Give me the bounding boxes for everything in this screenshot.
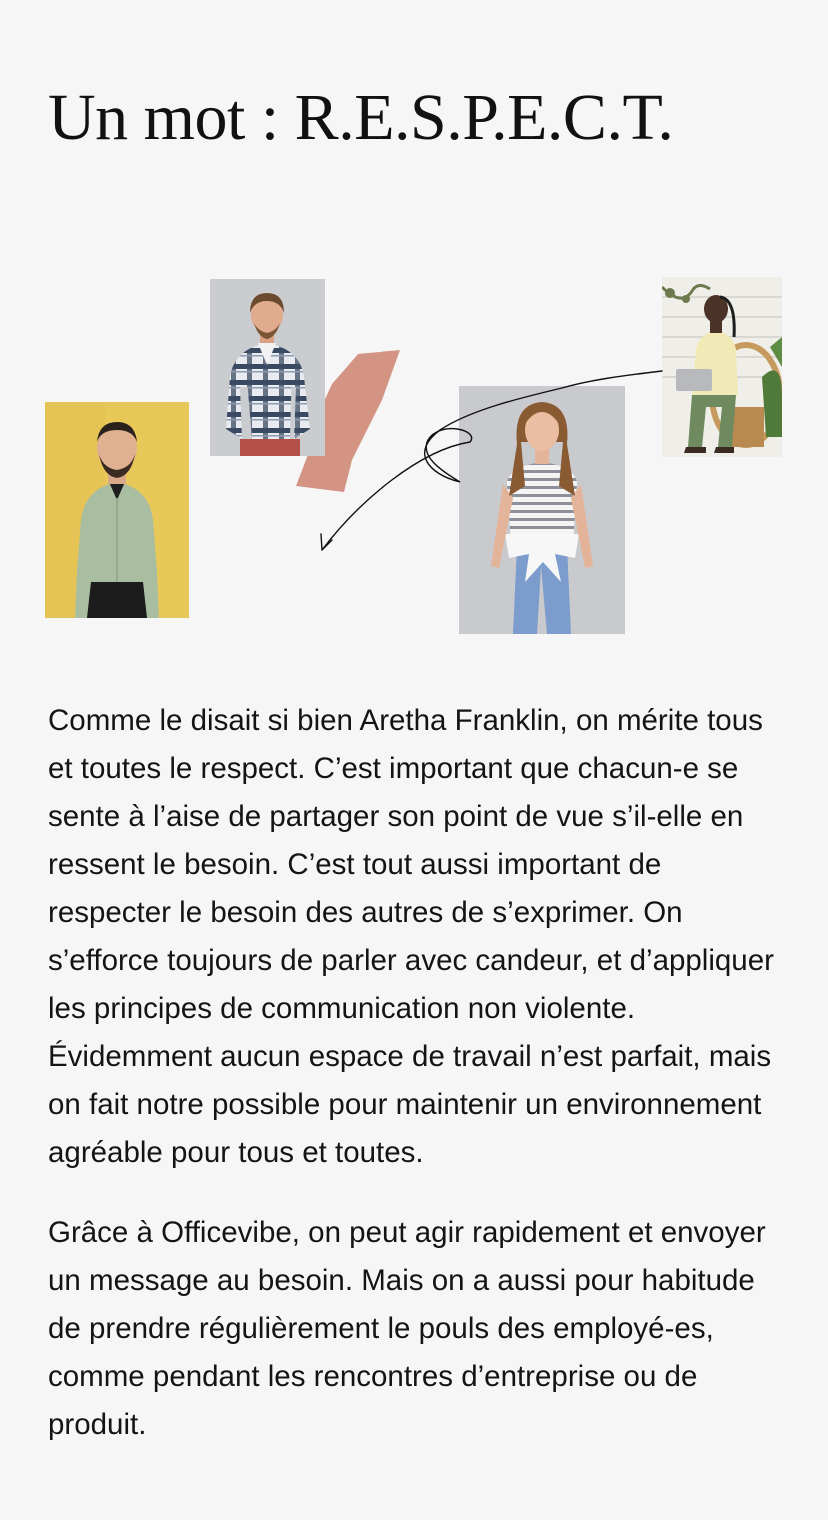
photo-man-plaid-shirt (210, 279, 325, 456)
photo-woman-striped-shirt (459, 386, 625, 634)
photo-man-green-shirt (45, 402, 189, 618)
paragraph-officevibe: Grâce à Officevibe, on peut agir rapidement et envoyer un message au besoin. Mais on a aussi pour habitude de prendre régulièrement le pouls des employé-es, comme pendant les rencontres d’entreprise ou de produit. (48, 1216, 766, 1441)
paragraph-respect: Comme le disait si bien Aretha Franklin, on mérite tous et toutes le respect. C’est important que chacun-e se sente à l’aise de partager son point de vue s’il-elle en ressent le besoin. C’est tout aussi important de respecter le besoin des autres de s’exprimer. On s’efforce toujours de parler avec candeur, et d’appliquer les principes de communication non violente. Évidemment aucun espace de travail n’est parfait, mais on fait notre possible pour maintenir un environnement agréable pour tous et toutes. (48, 704, 774, 1169)
photo-woman-laptop (662, 277, 782, 457)
article-body (48, 697, 788, 1481)
page-title: Un mot : R.E.S.P.E.C.T. (48, 81, 674, 154)
photo-collage (0, 260, 828, 660)
